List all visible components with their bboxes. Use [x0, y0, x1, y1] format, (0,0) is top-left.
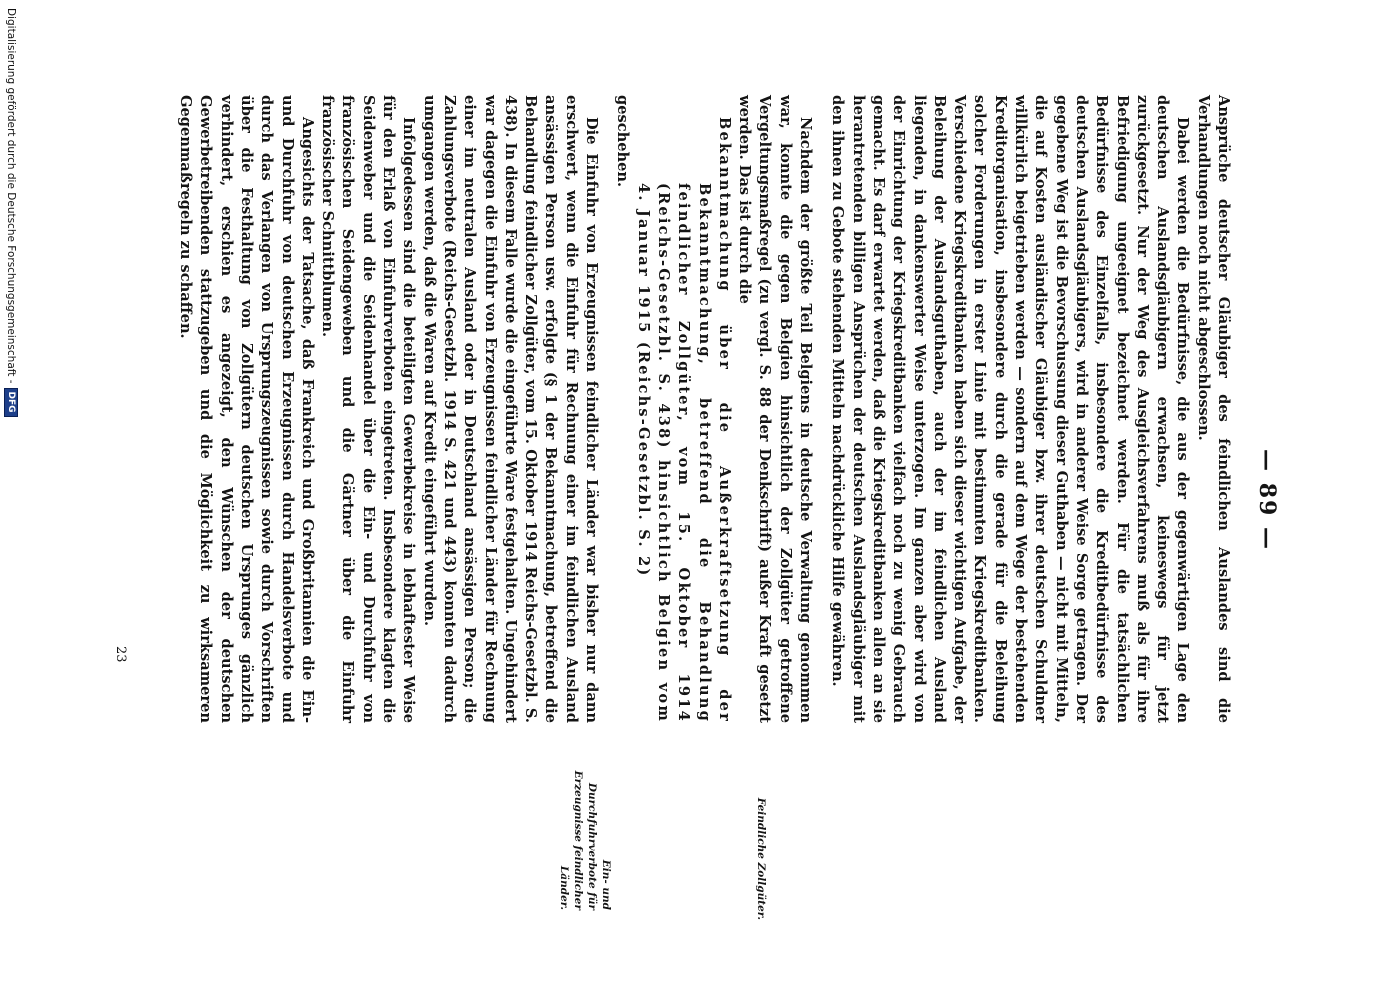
- paragraph: Dabei werden die Bedürfnisse, die aus der gegenwärtigen Lage den deutschen Auslandsgläubigern erwachsen, keineswegs für jetzt zurückgesetzt. Nur der Weg des Ausgleichsverfahrens muß als für ihre Befriedigung ungeeignet bezeichnet werden. Für die tatsächlichen Bedürfnisse des Einzelfalls, insbesondere die Kreditbedürfnisse des deutschen Auslandsgläubigers, wird in anderer Weise Sorge getragen. Der gegebene Weg ist die Bevorschussung dieser Guthaben — nicht mit Mitteln, die auf Kosten ausländischer Gläubiger bzw. ihrer deutschen Schuldner willkürlich beigetrieben werden — sondern auf dem Wege der bestehenden Kreditorganisation, insbesondere durch die gerade für die Beleihung solcher Forderungen in erster Linie mit bestimmten Kriegskreditbanken. Verschiedene Kriegskreditbanken haben sich dieser wichtigen Aufgabe, der Beleihung der Auslandsguthaben, auch der im feindlichen Ausland liegenden, in dankenswerter Weise unterzogen. Im ganzen aber wird von der Einrichtung der Kriegskreditbanken vielfach noch zu wenig Gebrauch gemacht. Es darf erwartet werden, daß die Kriegskreditbanken allen an sie herantretenden billigen Ansprüchen der deutschen Auslandsgläubiger mit den ihnen zu Gebote stehenden Mitteln nachdrückliche Hilfe gewähren.: [829, 95, 1192, 723]
- body-text-lower: [175, 95, 601, 723]
- digitization-footer: [0, 0, 22, 1000]
- paragraph: Infolgedessen sind die beteiligten Gewerbekreise in lebhaftester Weise für den Erlaß von Einfuhrverboten eingetreten. Insbesondere klagten die Seidenweber und die Seidenhandel über die Ein- und Durchfuhr von französischen Seidengeweben und die Gärtner über die Einfuhr französischer Schnittblumen.: [319, 95, 418, 723]
- sidenote-import-bans: Ein- und Durchfuhrverbote für Erzeugnisse feindlicher Länder.: [558, 770, 612, 910]
- page-number: — 89 —: [1254, 449, 1280, 551]
- paragraph: Ansprüche deutscher Gläubiger des feindlichen Auslandes sind die Verhandlungen noch nicht abgeschlossen.: [1194, 95, 1232, 723]
- paragraph: Nachdem der größte Teil Belgiens in deutsche Verwaltung genommen war, konnte die gegen Belgien hinsichtlich der Zollgüter getroffene Vergeltungsmaßregel (zu vergl. S. 88 der Denkschrift) außer Kraft gesetzt werden. Das ist durch die: [736, 95, 815, 723]
- sheet-number: 23: [113, 646, 128, 663]
- paragraph: Die Einfuhr von Erzeugnissen feindlicher Länder war bisher nur dann erschwert, wenn die Einfuhr für Rechnung einer im feindlichen Ausland ansässigen Person usw. erfolgte (§ 1 der Bekanntmachung, betreffend die Behandlung feindlicher Zollgüter, vom 15. Oktober 1914 Reichs-Gesetzbl. S. 438). In diesem Falle wurde die eingeführte Ware festgehalten. Ungehindert war dagegen die Einfuhr von Erzeugnissen feindlicher Länder für Rechnung einer im neutralen Ausland oder in Deutschland ansässigen Person; die Zahlungsverbote (Reichs-Gesetzbl. 1914 S. 421 und 443) konnten dadurch umgangen werden, daß die Waren auf Kredit eingeführt wurden.: [420, 95, 600, 723]
- paragraph: Bekanntmachung über die Außerkraftsetzung der Bekanntmachung, betreffend die Behandlung feindlicher Zollgüter, vom 15. Oktober 1914 (Reichs-Gesetzbl. S. 438) hinsichtlich Belgien vom 4. Januar 1915 (Reichs-Gesetzbl. S. 2): [634, 117, 733, 723]
- sidenote-enemy-tariffs: Feindliche Zollgüter.: [755, 797, 767, 920]
- dfg-logo: DFG: [4, 388, 18, 417]
- paragraph: Angesichts der Tatsache, daß Frankreich und Großbritannien die Ein- und Durchfuhr von deutschen Erzeugnissen durch Handelsverbote und durch das Verlangen von Ursprungszeugnissen sowie durch Vorschriften über die Festhaltung von Zollgütern deutschen Ursprunges gänzlich verhindert, erschien es angezeigt, den Wünschen der deutschen Gewerbetreibenden stattzugeben und die Möglichkeit zu wirksameren Gegenmaßregeln zu schaffen.: [177, 95, 316, 723]
- paragraph: geschehen.: [614, 95, 632, 188]
- digitization-note: Digitalisierung gefördert durch die Deutsche Forschungsgemeinschaft -: [5, 8, 17, 384]
- body-text-upper: [612, 95, 1233, 723]
